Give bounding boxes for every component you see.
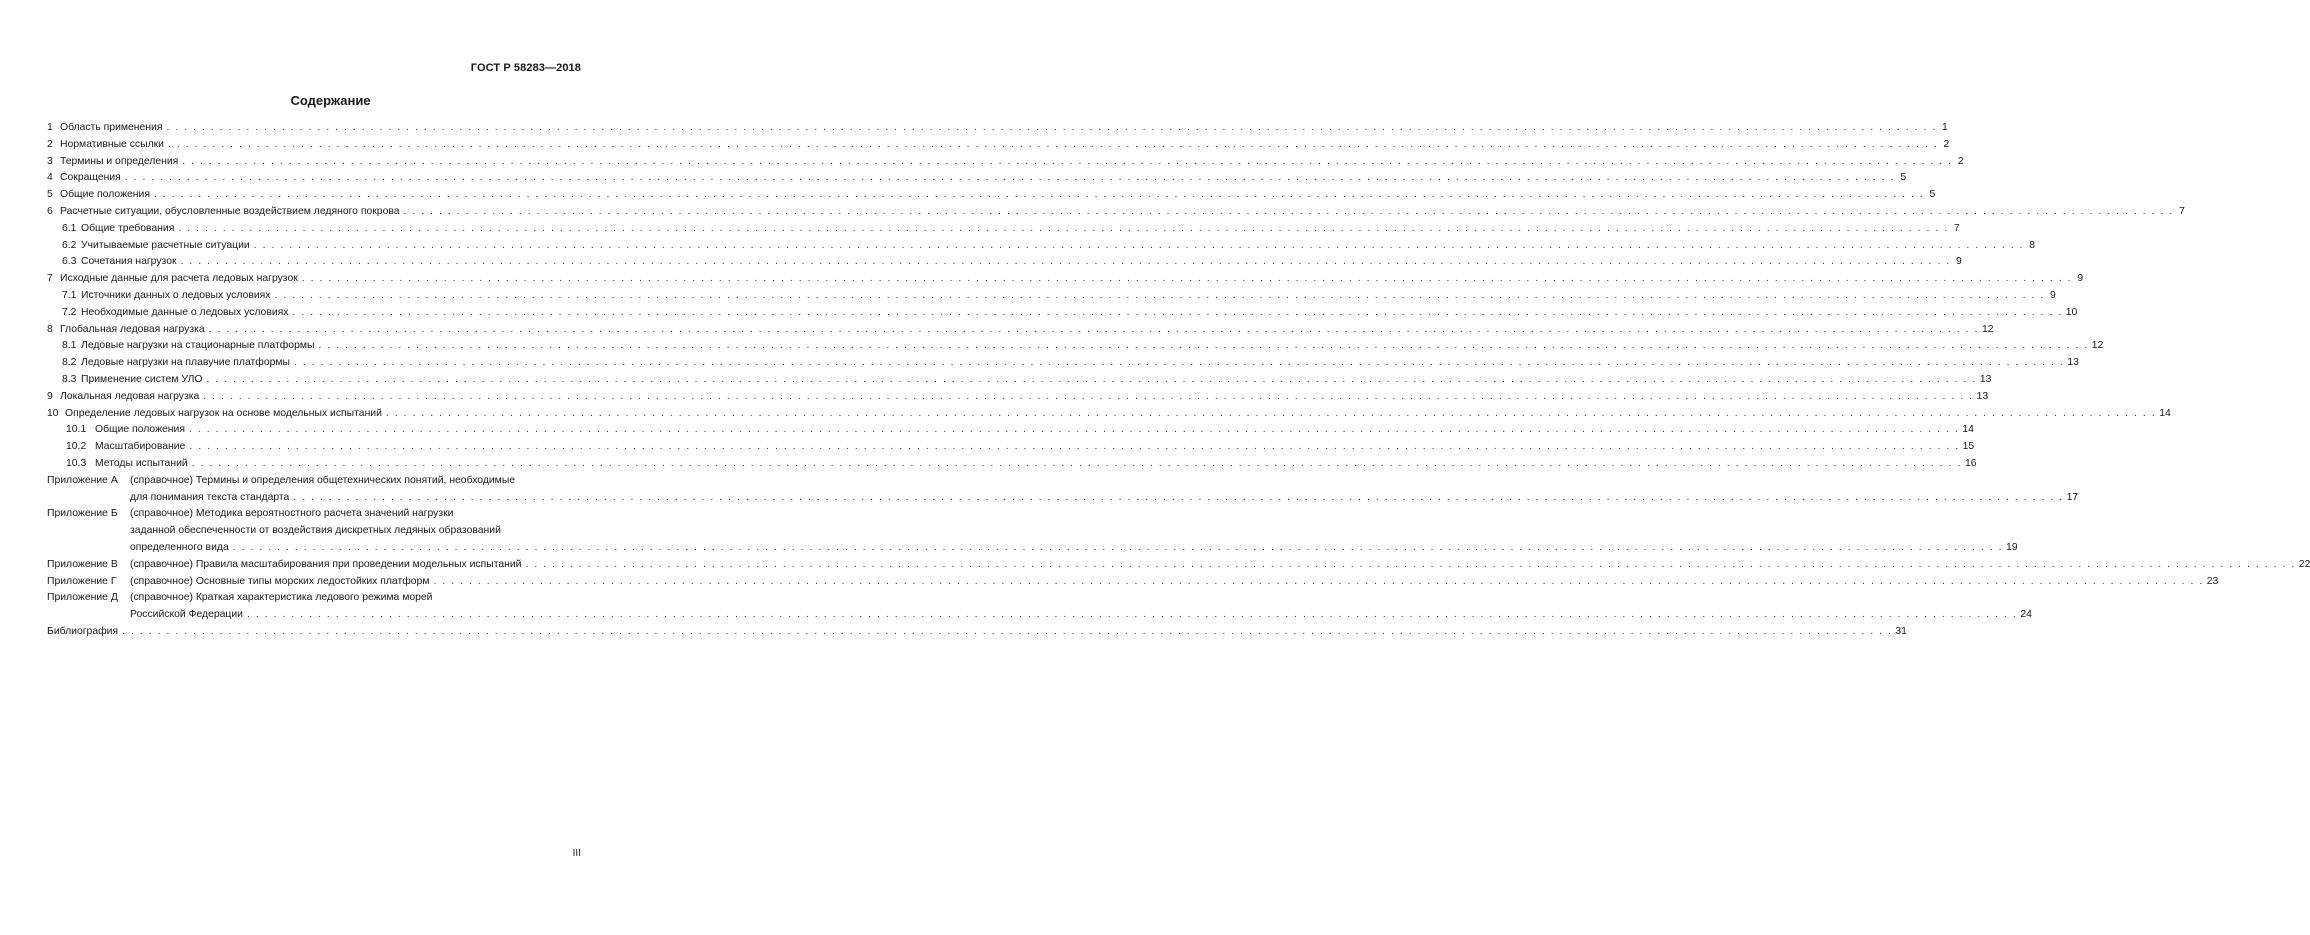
toc-entry-page: 23 (2206, 575, 2219, 587)
toc-entry-page: 5 (1929, 189, 1936, 201)
toc-entry-page: 17 (2066, 491, 2079, 503)
toc-entry-page: 14 (2159, 407, 2171, 419)
toc-entry-line (47, 288, 2056, 305)
toc-entry-text: Источники данных о ледовых условиях (81, 289, 271, 301)
toc-entry-text: Нормативные ссылки (60, 138, 164, 150)
toc-entry-line (47, 574, 2219, 591)
toc-entry-line (47, 422, 1974, 439)
toc-entry-number: 9 (47, 390, 53, 402)
toc-entry-number: 8.3 (62, 373, 77, 385)
appendix-label: Приложение Г (47, 575, 117, 587)
toc-entry-page: 7 (1953, 222, 1960, 234)
toc-entry-number: 7.2 (62, 306, 77, 318)
toc-entry-appendix[interactable] (47, 506, 2018, 556)
toc-entry-line (47, 271, 2084, 288)
toc-entry-page: 8 (2029, 239, 2036, 251)
toc-entry[interactable] (47, 338, 2104, 355)
toc-entry-text: (справочное) Основные типы морских ледостойких платформ (130, 575, 430, 587)
dot-leader: . . . . . . . . . . . . . . . . . . . . . . . . . . . . . . . . . . . . . . . . . . . . . . . . . . . . . . . . . . . . . . . . . . . . . . . . . . . . . . . . . . . . . . . . . . . . . . . . . . . . . . . . . . . . . . . . . . . . . . . . . . . . . . . . . . . . . . . . . . . . . . . . . . . . . . . . . . . . . . . . . . . . . . . . . . . . . . . . . . . . . . . . . . . . . . . . . . . . . . . . (189, 441, 1960, 453)
toc-entry-page: 2 (1957, 155, 1964, 167)
toc-entry-line (47, 322, 1994, 339)
toc-entry-line (47, 439, 1975, 456)
toc-entry-text: Ледовые нагрузки на плавучие платформы (81, 357, 290, 369)
toc-entry-appendix[interactable] (47, 473, 2079, 507)
toc-entry-text: заданной обеспеченности от воздействия дискретных ледяных образований (130, 525, 501, 537)
toc-entry[interactable] (47, 120, 1948, 137)
toc-entry[interactable] (47, 288, 2056, 305)
toc-entry-line (47, 540, 2018, 557)
toc-entry-line (47, 187, 1936, 204)
toc-entry[interactable] (47, 439, 1975, 456)
toc-entry-text: (справочное) Термины и определения общетехнических понятий, необходимые (130, 474, 516, 486)
page-number: III (572, 848, 581, 859)
toc-entry-line (47, 590, 583, 607)
toc-entry-text: Сочетания нагрузок (81, 256, 177, 268)
toc-entry-line (47, 238, 2036, 255)
toc-entry-page: 16 (1965, 457, 1977, 469)
toc-entry-text: Общие положения (95, 424, 185, 436)
toc-entry-bibliography[interactable] (47, 624, 1907, 641)
toc-entry-text: Применение систем УЛО (81, 373, 203, 385)
toc-entry[interactable] (47, 221, 1960, 238)
toc-sections (47, 120, 2185, 473)
toc-entry-text: Ледовые нагрузки на стационарные платформы (81, 340, 315, 352)
dot-leader: . . . . . . . . . . . . . . . . . . . . . . . . . . . . . . . . . . . . . . . . . . . . . . . . . . . . . . . . . . . . . . . . . . . . . . . . . . . . . . . . . . . . . . . . . . . . . . . . . . . . . . . . . . . . . . . . . . . . . . . . . . . . . . . . . . . . . . . . . . . . . . . . . . . . . . . . . . . . . . . . . . . . . . . . . . . . . . . . . . . . . . . . . . . . . . . . . . . . . . . . (178, 222, 1949, 234)
dot-leader: . . . . . . . . . . . . . . . . . . . . . . . . . . . . . . . . . . . . . . . . . . . . . . . . . . . . . . . . . . . . . . . . . . . . . . . . . . . . . . . . . . . . . . . . . . . . . . . . . . . . . . . . . . . . . . . . . . . . . . . . . . . . . . . . . . . . . . . . . . . . . . . . . . . . . . . . . . . . . . . . . . . . . . . . . . . . . . . . . . . . . . . . . . . . . . . . . . . . . . . . (191, 457, 1962, 469)
toc-entry-number: 10.3 (66, 457, 87, 469)
toc-entry-page: 22 (2298, 558, 2310, 570)
toc-entry[interactable] (47, 422, 1974, 439)
dot-leader: . . . . . . . . . . . . . . . . . . . . . . . . . . . . . . . . . . . . . . . . . . . . . . . . . . . . . . . . . . . . . . . . . . . . . . . . . . . . . . . . . . . . . . . . . . . . . . . . . . . . . . . . . . . . . . . . . . . . . . . . . . . . . . . . . . . . . . . . . . . . . . . . . . . . . . . . . . . . . . . . . . . . . . . . . . . . . . . . . . . . . . . . . . . . . . . . . . . . . . . . (188, 424, 1960, 436)
toc-entry[interactable] (47, 406, 2171, 423)
dot-leader: . . . . . . . . . . . . . . . . . . . . . . . . . . . . . . . . . . . . . . . . . . . . . . . . . . . . . . . . . . . . . . . . . . . . . . . . . . . . . . . . . . . . . . . . . . . . . . . . . . . . . . . . . . . . . . . . . . . . . . . . . . . . . . . . . . . . . . . . . . . . . . . . . . . . . . . . . . . . . . . . . . . . . . . . . . . . . . . . . . . . . . . . . . . . . . . . . . . . . . . . (203, 390, 1974, 402)
toc-entry-page: 1 (1942, 122, 1948, 133)
dot-leader: . . . . . . . . . . . . . . . . . . . . . . . . . . . . . . . . . . . . . . . . . . . . . . . . . . . . . . . . . . . . . . . . . . . . . . . . . . . . . . . . . . . . . . . . . . . . . . . . . . . . . . . . . . . . . . . . . . . . . . . . . . . . . . . . . . . . . . . . . . . . . . . . . . . . . . . . . . . . . . . . . . . . . . . . . . . . . . . . . . . . . . . . . . . . . . . . . . . . . . . . (293, 491, 2064, 503)
toc-entry-page: 12 (2091, 340, 2104, 352)
dot-leader: . . . . . . . . . . . . . . . . . . . . . . . . . . . . . . . . . . . . . . . . . . . . . . . . . . . . . . . . . . . . . . . . . . . . . . . . . . . . . . . . . . . . . . . . . . . . . . . . . . . . . . . . . . . . . . . . . . . . . . . . . . . . . . . . . . . . . . . . . . . . . . . . . . . . . . . . . . . . . . . . . . . . . . . . . . . . . . . . . . . . . . . . . . . . . . . . . . . . . . . . (124, 172, 1896, 184)
toc-entry[interactable] (47, 137, 1950, 154)
toc-entry-number: 7 (47, 273, 53, 285)
toc-entry-number: 10.2 (66, 441, 87, 453)
dot-leader: . . . . . . . . . . . . . . . . . . . . . . . . . . . . . . . . . . . . . . . . . . . . . . . . . . . . . . . . . . . . . . . . . . . . . . . . . . . . . . . . . . . . . . . . . . . . . . . . . . . . . . . . . . . . . . . . . . . . . . . . . . . . . . . . . . . . . . . . . . . . . . . . . . . . . . . . . . . . . . . . . . . . . . . . . . . . . . . . . . . . . . . . . . . . . . . . . . . . . . . . (247, 609, 2018, 621)
dot-leader: . . . . . . . . . . . . . . . . . . . . . . . . . . . . . . . . . . . . . . . . . . . . . . . . . . . . . . . . . . . . . . . . . . . . . . . . . . . . . . . . . . . . . . . . . . . . . . . . . . . . . . . . . . . . . . . . . . . . . . . . . . . . . . . . . . . . . . . . . . . . . . . . . . . . . . . . . . . . . . . . . . . . . . . . . . . . . . . . . . . . . . . . . . . . . . . . . . . . . . . . (153, 189, 1925, 201)
toc-entry[interactable] (47, 254, 1962, 271)
toc-entry-page: 2 (1943, 138, 1950, 150)
toc-entry[interactable] (47, 372, 1992, 389)
toc-entry-number: 1 (47, 122, 53, 133)
toc-entry[interactable] (47, 204, 2185, 221)
toc-entry-text: Российской Федерации (130, 609, 243, 621)
appendix-label: Приложение В (47, 558, 118, 570)
toc-entry-line (47, 170, 1907, 187)
toc-entry[interactable] (47, 271, 2084, 288)
toc-entry-line (47, 557, 2310, 574)
toc-entry-page: 13 (1976, 390, 1989, 402)
toc-entry-page: 9 (1956, 256, 1962, 268)
document-code: ГОСТ Р 58283—2018 (470, 62, 581, 74)
toc-entry-page: 10 (2065, 306, 2078, 318)
dot-leader: . . . . . . . . . . . . . . . . . . . . . . . . . . . . . . . . . . . . . . . . . . . . . . . . . . . . . . . . . . . . . . . . . . . . . . . . . . . . . . . . . . . . . . . . . . . . . . . . . . . . . . . . . . . . . . . . . . . . . . . . . . . . . . . . . . . . . . . . . . . . . . . . . . . . . . . . . . . . . . . . . . . . . . . . . . . . . . . . . . . . . . . . . . . . . . . . . . . . . . . . (166, 122, 1937, 133)
dot-leader: . . . . . . . . . . . . . . . . . . . . . . . . . . . . . . . . . . . . . . . . . . . . . . . . . . . . . . . . . . . . . . . . . . . . . . . . . . . . . . . . . . . . . . . . . . . . . . . . . . . . . . . . . . . . . . . . . . . . . . . . . . . . . . . . . . . . . . . . . . . . . . . . . . . . . . . . . . . . . . . . . . . . . . . . . . . . . . . . . . . . . . . . . . . . . . . . . . . . . . . . (180, 256, 1951, 268)
toc-entry[interactable] (47, 355, 2079, 372)
toc-entry-number: 6.2 (62, 239, 77, 251)
toc-appendices (47, 473, 2310, 624)
toc-entry-line (47, 456, 1977, 473)
toc-entry-line (47, 406, 2171, 423)
toc-entry-page: 13 (1979, 373, 1992, 385)
toc-entry-line (47, 389, 1989, 406)
toc-entry-page: 9 (2077, 273, 2084, 285)
toc-entry-number: 5 (47, 189, 53, 201)
toc-entry-text: Локальная ледовая нагрузка (60, 390, 200, 402)
toc-entry-number: 10.1 (66, 424, 87, 436)
toc-entry-text: Расчетные ситуации, обусловленные воздействием ледяного покрова (60, 205, 400, 217)
toc-entry-text: Общие требования (81, 222, 175, 234)
toc-entry-number: 2 (47, 138, 53, 150)
toc-entry-page: 5 (1900, 172, 1907, 184)
toc-entry-appendix[interactable] (47, 557, 2310, 574)
toc-entry-line (47, 355, 2079, 372)
toc-entry-line (47, 607, 2032, 624)
toc-entry-text: Сокращения (60, 172, 121, 184)
toc-entry-line (47, 490, 2079, 507)
toc-entry-line (47, 221, 1960, 238)
toc-entry[interactable] (47, 389, 1989, 406)
toc-entry-text: (справочное) Правила масштабирования при проведении модельных испытаний (130, 558, 522, 570)
toc-entry-number: 6.3 (62, 256, 77, 268)
toc-entry-text: Необходимые данные о ледовых условиях (81, 306, 289, 318)
dot-leader: . . . . . . . . . . . . . . . . . . . . . . . . . . . . . . . . . . . . . . . . . . . . . . . . . . . . . . . . . . . . . . . . . . . . . . . . . . . . . . . . . . . . . . . . . . . . . . . . . . . . . . . . . . . . . . . . . . . . . . . . . . . . . . . . . . . . . . . . . . . . . . . . . . . . . . . . . . . . . . . . . . . . . . . . . . . . . . . . . . . . . . . . . . . . . . . . . . . . . . . . (253, 239, 2025, 251)
dot-leader: . . . . . . . . . . . . . . . . . . . . . . . . . . . . . . . . . . . . . . . . . . . . . . . . . . . . . . . . . . . . . . . . . . . . . . . . . . . . . . . . . . . . . . . . . . . . . . . . . . . . . . . . . . . . . . . . . . . . . . . . . . . . . . . . . . . . . . . . . . . . . . . . . . . . . . . . . . . . . . . . . . . . . . . . . . . . . . . . . . . . . . . . . . . . . . . . . . . . . . . . (232, 541, 2004, 553)
toc-entry-line (47, 120, 1948, 137)
toc-entry-page: 7 (2179, 205, 2185, 217)
toc-entry-text: Глобальная ледовая нагрузка (60, 323, 205, 335)
toc-entry[interactable] (47, 154, 1964, 171)
toc-entry[interactable] (47, 238, 2036, 255)
toc-entry-text: Область применения (60, 122, 163, 133)
toc-entry-line (47, 372, 1992, 389)
toc-entry[interactable] (47, 322, 1994, 339)
toc-entry-text: Масштабирование (95, 441, 186, 453)
toc-entry-line (47, 137, 1950, 154)
toc-entry-number: 6.1 (62, 222, 77, 234)
dot-leader: . . . . . . . . . . . . . . . . . . . . . . . . . . . . . . . . . . . . . . . . . . . . . . . . . . . . . . . . . . . . . . . . . . . . . . . . . . . . . . . . . . . . . . . . . . . . . . . . . . . . . . . . . . . . . . . . . . . . . . . . . . . . . . . . . . . . . . . . . . . . . . . . . . . . . . . . . . . . . . . . . . . . . . . . . . . . . . . . . . . . . . . . . . . . . . . . . . . . . . . . (182, 155, 1953, 167)
toc-entry-appendix[interactable] (47, 590, 2032, 624)
dot-leader: . . . . . . . . . . . . . . . . . . . . . . . . . . . . . . . . . . . . . . . . . . . . . . . . . . . . . . . . . . . . . . . . . . . . . . . . . . . . . . . . . . . . . . . . . . . . . . . . . . . . . . . . . . . . . . . . . . . . . . . . . . . . . . . . . . . . . . . . . . . . . . . . . . . . . . . . . . . . . . . . . . . . . . . . . . . . . . . . . . . . . . . . . . . . . . . . . . . . . . . . (167, 138, 1939, 150)
toc-entry-line (47, 473, 583, 490)
page-title: Содержание (290, 93, 371, 108)
dot-leader: . . . . . . . . . . . . . . . . . . . . . . . . . . . . . . . . . . . . . . . . . . . . . . . . . . . . . . . . . . . . . . . . . . . . . . . . . . . . . . . . . . . . . . . . . . . . . . . . . . . . . . . . . . . . . . . . . . . . . . . . . . . . . . . . . . . . . . . . . . . . . . . . . . . . . . . . . . . . . . . . . . . . . . . . . . . . . . . . . . . . . . . . . . . . . . . . . . . . . . . . (274, 289, 2045, 301)
toc-entry-page: 24 (2020, 609, 2032, 621)
toc-entry-number: 8.1 (62, 340, 77, 352)
dot-leader: . . . . . . . . . . . . . . . . . . . . . . . . . . . . . . . . . . . . . . . . . . . . . . . . . . . . . . . . . . . . . . . . . . . . . . . . . . . . . . . . . . . . . . . . . . . . . . . . . . . . . . . . . . . . . . . . . . . . . . . . . . . . . . . . . . . . . . . . . . . . . . . . . . . . . . . . . . . . . . . . . . . . . . . . . . . . . . . . . . . . . . . . . . . . . . . . . . . . . . . . (206, 373, 1977, 385)
toc-entry-text: Учитываемые расчетные ситуации (81, 239, 250, 251)
toc-entry-text: Методы испытаний (95, 457, 188, 469)
dot-leader: . . . . . . . . . . . . . . . . . . . . . . . . . . . . . . . . . . . . . . . . . . . . . . . . . . . . . . . . . . . . . . . . . . . . . . . . . . . . . . . . . . . . . . . . . . . . . . . . . . . . . . . . . . . . . . . . . . . . . . . . . . . . . . . . . . . . . . . . . . . . . . . . . . . . . . . . . . . . . . . . . . . . . . . . . . . . . . . . . . . . . . . . . . . . . . . . . . . . . . . . (294, 357, 2065, 369)
toc-entry-number: 3 (47, 155, 53, 167)
toc-entry-text: определенного вида (130, 541, 229, 553)
toc-entry-text: (справочное) Краткая характеристика ледового режима морей (130, 592, 433, 604)
toc-entry-line (47, 506, 583, 523)
dot-leader: . . . . . . . . . . . . . . . . . . . . . . . . . . . . . . . . . . . . . . . . . . . . . . . . . . . . . . . . . . . . . . . . . . . . . . . . . . . . . . . . . . . . . . . . . . . . . . . . . . . . . . . . . . . . . . . . . . . . . . . . . . . . . . . . . . . . . . . . . . . . . . . . . . . . . . . . . . . . . . . . . . . . . . . . . . . . . . . . . . . . . . . . . . . . . . . . . . . . . . . . (385, 407, 2157, 419)
toc-entry-text: Термины и определения (60, 155, 179, 167)
toc-entry-line (47, 523, 583, 540)
appendix-label: Приложение Д (47, 592, 118, 604)
dot-leader: . . . . . . . . . . . . . . . . . . . . . . . . . . . . . . . . . . . . . . . . . . . . . . . . . . . . . . . . . . . . . . . . . . . . . . . . . . . . . . . . . . . . . . . . . . . . . . . . . . . . . . . . . . . . . . . . . . . . . . . . . . . . . . . . . . . . . . . . . . . . . . . . . . . . . . . . . . . . . . . . . . . . . . . . . . . . . . . . . . . . . . . . . . . . . . . . . . . . . . . . (403, 205, 2174, 217)
toc-entry-page: 19 (2006, 541, 2018, 553)
toc-entry-page: 13 (2067, 357, 2079, 369)
toc-entry[interactable] (47, 170, 1907, 187)
toc-entry-number: 8.2 (62, 357, 77, 369)
dot-leader: . . . . . . . . . . . . . . . . . . . . . . . . . . . . . . . . . . . . . . . . . . . . . . . . . . . . . . . . . . . . . . . . . . . . . . . . . . . . . . . . . . . . . . . . . . . . . . . . . . . . . . . . . . . . . . . . . . . . . . . . . . . . . . . . . . . . . . . . . . . . . . . . . . . . . . . . . . . . . . . . . . . . . . . . . . . . . . . . . . . . . . . . . . . . . . . . . . . . . . . . (525, 558, 2296, 570)
dot-leader: . . . . . . . . . . . . . . . . . . . . . . . . . . . . . . . . . . . . . . . . . . . . . . . . . . . . . . . . . . . . . . . . . . . . . . . . . . . . . . . . . . . . . . . . . . . . . . . . . . . . . . . . . . . . . . . . . . . . . . . . . . . . . . . . . . . . . . . . . . . . . . . . . . . . . . . . . . . . . . . . . . . . . . . . . . . . . . . . . . . . . . . . . . . . . . . . . . . . . . . . (122, 625, 1893, 637)
toc-entry-number: 6 (47, 205, 53, 217)
toc-entry-page: 31 (1895, 625, 1907, 637)
toc-entry-text: Библиография (47, 625, 119, 637)
toc-entry[interactable] (47, 187, 1936, 204)
toc-entry-line (47, 154, 1964, 171)
toc-entry-page: 12 (1981, 323, 1994, 335)
toc-entry-line (47, 204, 2185, 221)
table-of-contents (47, 120, 2310, 641)
toc-entry-line (47, 305, 2078, 322)
toc-entry-line (47, 254, 1962, 271)
toc-entry-page: 15 (1962, 441, 1975, 453)
toc-entry-text: Определение ледовых нагрузок на основе модельных испытаний (65, 407, 382, 419)
dot-leader: . . . . . . . . . . . . . . . . . . . . . . . . . . . . . . . . . . . . . . . . . . . . . . . . . . . . . . . . . . . . . . . . . . . . . . . . . . . . . . . . . . . . . . . . . . . . . . . . . . . . . . . . . . . . . . . . . . . . . . . . . . . . . . . . . . . . . . . . . . . . . . . . . . . . . . . . . . . . . . . . . . . . . . . . . . . . . . . . . . . . . . . . . . . . . . . . . . . . . . . . (433, 575, 2204, 587)
toc-entry-text: для понимания текста стандарта (130, 491, 290, 503)
toc-entry-text: (справочное) Методика вероятностного расчета значений нагрузки (130, 508, 454, 520)
toc-entry-number: 10 (47, 407, 59, 419)
appendix-label: Приложение А (47, 474, 118, 486)
dot-leader: . . . . . . . . . . . . . . . . . . . . . . . . . . . . . . . . . . . . . . . . . . . . . . . . . . . . . . . . . . . . . . . . . . . . . . . . . . . . . . . . . . . . . . . . . . . . . . . . . . . . . . . . . . . . . . . . . . . . . . . . . . . . . . . . . . . . . . . . . . . . . . . . . . . . . . . . . . . . . . . . . . . . . . . . . . . . . . . . . . . . . . . . . . . . . . . . . . . . . . . . (301, 273, 2073, 285)
toc-entry-text: Общие положения (60, 189, 150, 201)
dot-leader: . . . . . . . . . . . . . . . . . . . . . . . . . . . . . . . . . . . . . . . . . . . . . . . . . . . . . . . . . . . . . . . . . . . . . . . . . . . . . . . . . . . . . . . . . . . . . . . . . . . . . . . . . . . . . . . . . . . . . . . . . . . . . . . . . . . . . . . . . . . . . . . . . . . . . . . . . . . . . . . . . . . . . . . . . . . . . . . . . . . . . . . . . . . . . . . . . . . . . . . . (208, 323, 1979, 335)
toc-entry-number: 8 (47, 323, 53, 335)
toc-entry-line (47, 338, 2104, 355)
toc-entry[interactable] (47, 305, 2078, 322)
appendix-label: Приложение Б (47, 508, 118, 520)
toc-entry-appendix[interactable] (47, 574, 2219, 591)
toc-entry-page: 9 (2050, 289, 2056, 301)
toc-entry-number: 7.1 (62, 289, 77, 301)
toc-entry[interactable] (47, 456, 1977, 473)
toc-entry-number: 4 (47, 172, 53, 184)
toc-entry-text: Исходные данные для расчета ледовых нагрузок (60, 273, 298, 285)
toc-entry-page: 14 (1962, 424, 1974, 436)
dot-leader: . . . . . . . . . . . . . . . . . . . . . . . . . . . . . . . . . . . . . . . . . . . . . . . . . . . . . . . . . . . . . . . . . . . . . . . . . . . . . . . . . . . . . . . . . . . . . . . . . . . . . . . . . . . . . . . . . . . . . . . . . . . . . . . . . . . . . . . . . . . . . . . . . . . . . . . . . . . . . . . . . . . . . . . . . . . . . . . . . . . . . . . . . . . . . . . . . . . . . . . . (292, 306, 2063, 318)
dot-leader: . . . . . . . . . . . . . . . . . . . . . . . . . . . . . . . . . . . . . . . . . . . . . . . . . . . . . . . . . . . . . . . . . . . . . . . . . . . . . . . . . . . . . . . . . . . . . . . . . . . . . . . . . . . . . . . . . . . . . . . . . . . . . . . . . . . . . . . . . . . . . . . . . . . . . . . . . . . . . . . . . . . . . . . . . . . . . . . . . . . . . . . . . . . . . . . . . . . . . . . . (318, 340, 2089, 352)
